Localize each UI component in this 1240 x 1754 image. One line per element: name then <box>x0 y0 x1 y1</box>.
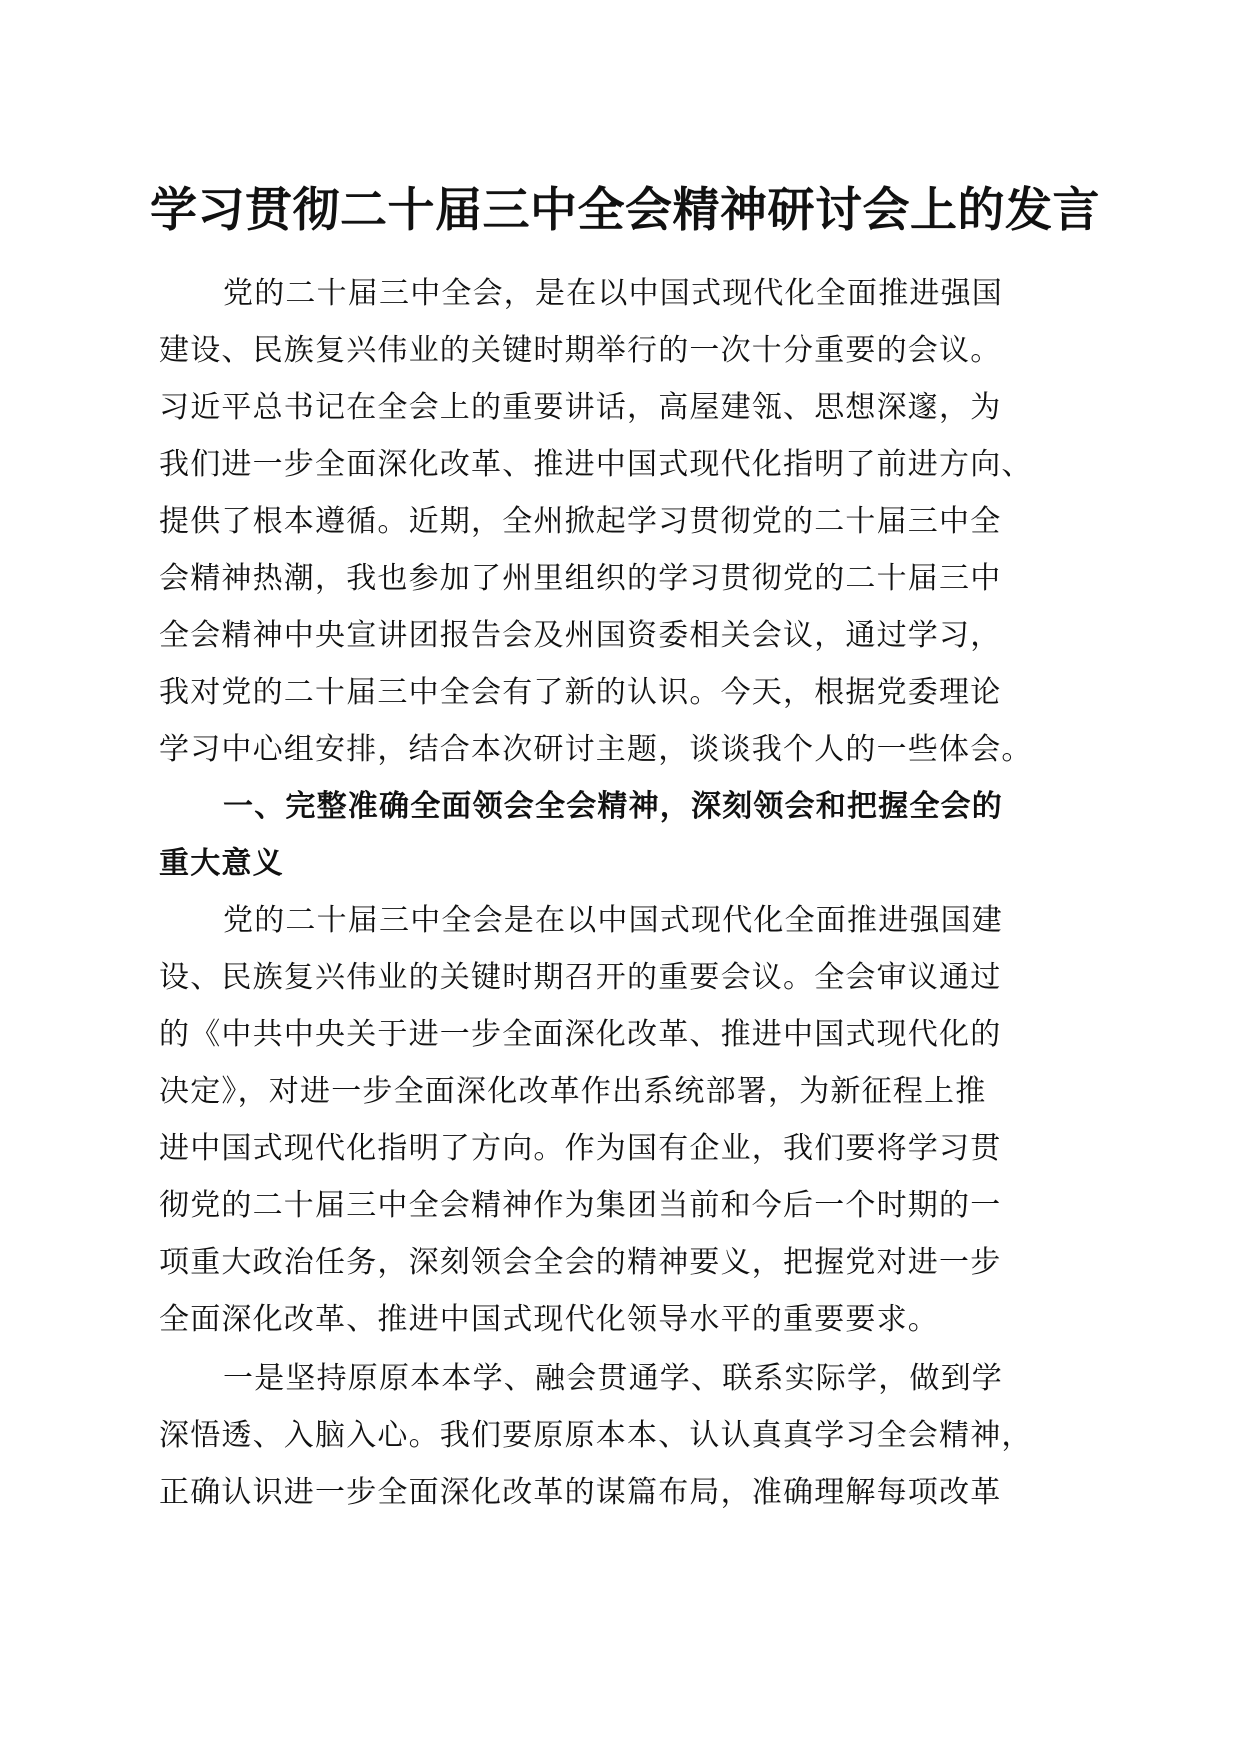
paragraph-line: 彻党的二十届三中全会精神作为集团当前和今后一个时期的一 <box>159 1188 1002 1223</box>
paragraph-line: 提供了根本遵循。近期，全州掀起学习贯彻党的二十届三中全 <box>159 504 1002 539</box>
paragraph-line: 深悟透、入脑入心。我们要原原本本、认认真真学习全会精神， <box>159 1418 1033 1453</box>
paragraph-line: 设、民族复兴伟业的关键时期召开的重要会议。全会审议通过 <box>159 960 1002 995</box>
paragraph-line: 决定》，对进一步全面深化改革作出系统部署，为新征程上推 <box>159 1074 987 1109</box>
paragraph-line: 我对党的二十届三中全会有了新的认识。今天，根据党委理论 <box>159 675 1002 710</box>
document-title: 学习贯彻二十届三中全会精神研讨会上的发言 <box>150 183 1100 238</box>
paragraph-line: 正确认识进一步全面深化改革的谋篇布局，准确理解每项改革 <box>159 1475 1002 1510</box>
heading-line: 重大意义 <box>159 846 284 881</box>
section-heading <box>159 778 1059 892</box>
paragraph-line: 学习中心组安排，结合本次研讨主题，谈谈我个人的一些体会。 <box>159 732 1033 767</box>
paragraph-line: 会精神热潮，我也参加了州里组织的学习贯彻党的二十届三中 <box>159 561 1002 596</box>
paragraph-line: 习近平总书记在全会上的重要讲话，高屋建瓴、思想深邃，为 <box>159 390 1002 425</box>
heading-line: 一、完整准确全面领会全会精神，深刻领会和把握全会的 <box>223 789 1003 824</box>
paragraph-line: 项重大政治任务，深刻领会全会的精神要义，把握党对进一步 <box>159 1245 1002 1280</box>
paragraph-line: 建设、民族复兴伟业的关键时期举行的一次十分重要的会议。 <box>159 333 1002 368</box>
paragraph-line: 一是坚持原原本本学、融会贯通学、联系实际学，做到学 <box>223 1361 1003 1396</box>
paragraph-line: 全面深化改革、推进中国式现代化领导水平的重要要求。 <box>159 1302 939 1337</box>
body-paragraph <box>159 1350 1059 1521</box>
body-paragraph <box>159 265 1059 778</box>
body-paragraph <box>159 892 1059 1348</box>
paragraph-line: 全会精神中央宣讲团报告会及州国资委相关会议，通过学习， <box>159 618 1002 653</box>
paragraph-line: 的《中共中央关于进一步全面深化改革、推进中国式现代化的 <box>159 1017 1002 1052</box>
paragraph-line: 党的二十届三中全会是在以中国式现代化全面推进强国建 <box>223 903 1003 938</box>
paragraph-line: 我们进一步全面深化改革、推进中国式现代化指明了前进方向、 <box>159 447 1033 482</box>
paragraph-line: 进中国式现代化指明了方向。作为国有企业，我们要将学习贯 <box>159 1131 1002 1166</box>
paragraph-line: 党的二十届三中全会，是在以中国式现代化全面推进强国 <box>223 276 1003 311</box>
